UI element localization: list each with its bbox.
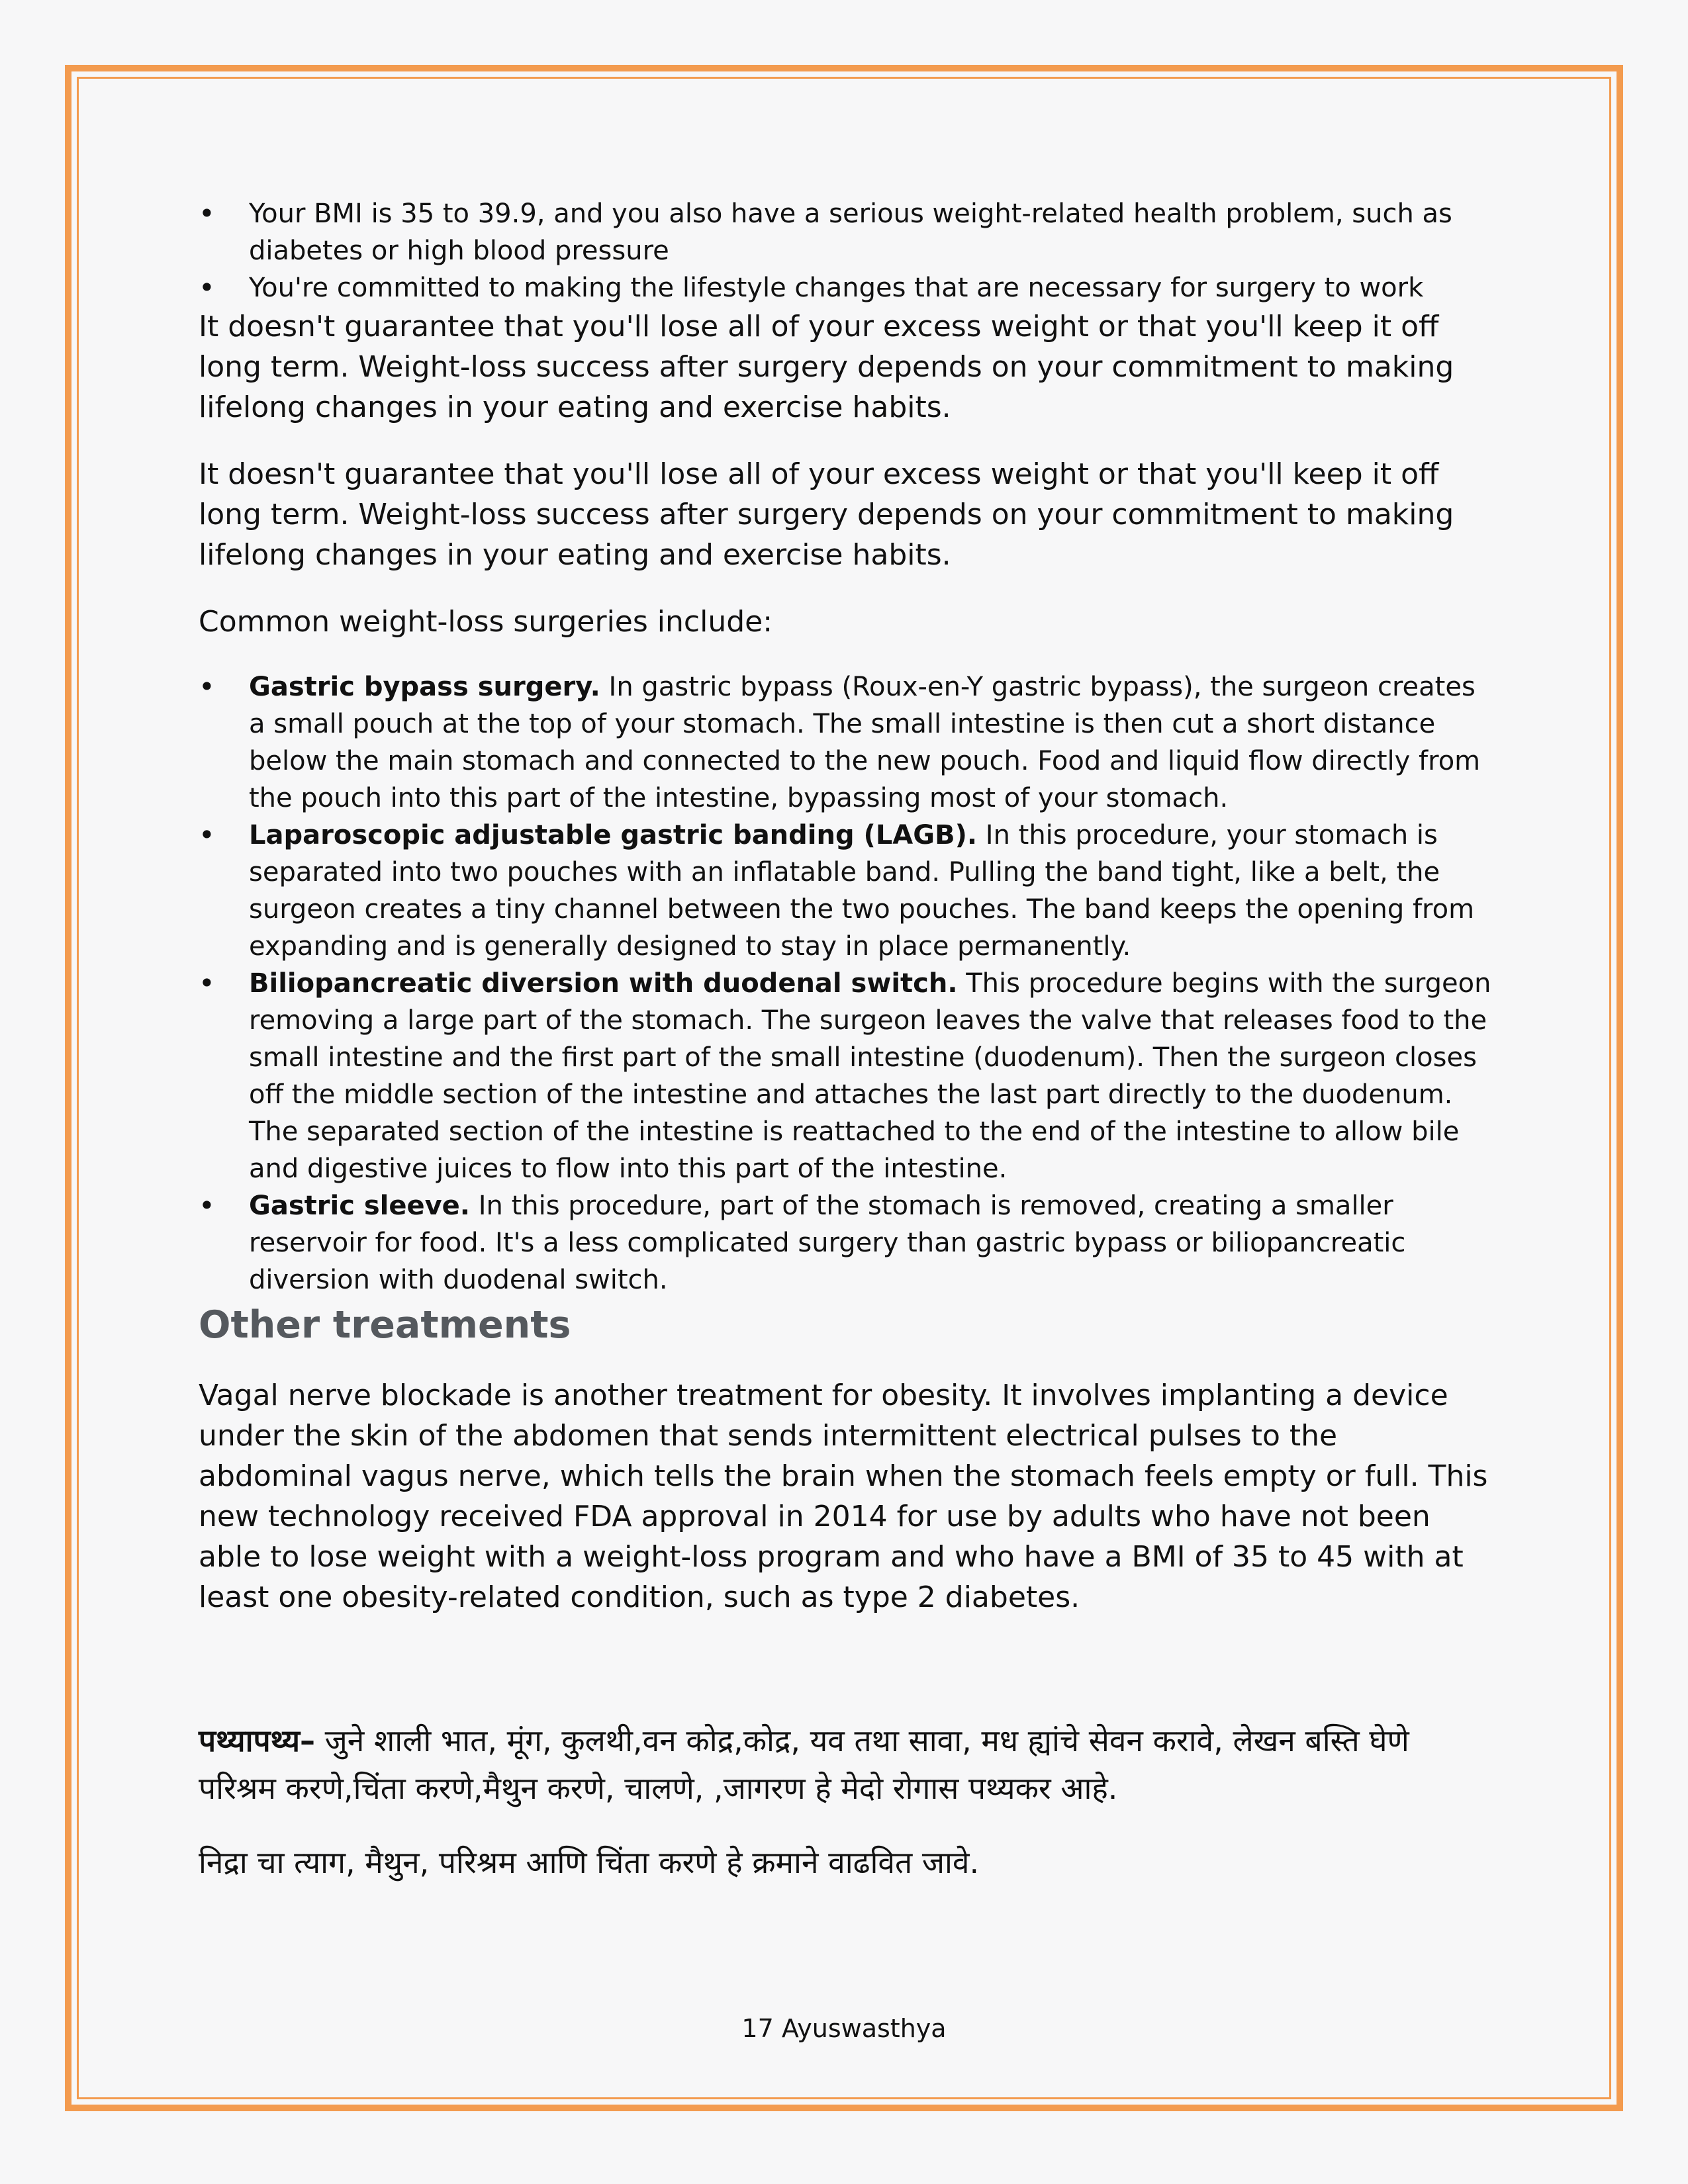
list-item: • Gastric sleeve. In this procedure, part of the stomach is removed, creating a smaller reservoir for food. It's a less complicated surgery than gastric bypass or biliopancreatic diversion with duodenal switch.	[199, 1187, 1496, 1298]
list-item: • Biliopancreatic diversion with duodenal switch. This procedure begins with the surgeon removing a large part of the stomach. The surgeon leaves the valve that releases food to the small intestine and the first part of the small intestine (duodenum). Then the surgeon closes off the middle section of the intestine and attaches the last part directly to the duodenum. The separated section of the intestine is reattached to the end of the intestine to allow bile and digestive juices to flow into this part of the intestine.	[199, 965, 1496, 1187]
surgeries-intro: Common weight-loss surgeries include:	[199, 605, 773, 639]
list-item: • Gastric bypass surgery. In gastric bypass (Roux-en-Y gastric bypass), the surgeon creates a small pouch at the top of your stomach. The small intestine is then cut a short distance below the main stomach and connected to the new pouch. Food and liquid flow directly from the pouch into this part of the intestine, bypassing most of your stomach.	[199, 668, 1496, 817]
section-heading-other-treatments: Other treatments	[199, 1303, 571, 1347]
surgeries-list	[199, 668, 1496, 1298]
list-item: • Your BMI is 35 to 39.9, and you also have a serious weight-related health problem, such as diabetes or high blood pressure	[199, 195, 1496, 269]
eligibility-list	[199, 195, 1496, 306]
surgery-title: Gastric sleeve.	[249, 1191, 471, 1221]
paragraph-pathya: पथ्यापथ्य– जुने शाली भात, मूंग, कुलथी,वन कोद्र,कोद्र, यव तथा सावा, मध ह्यांचे सेवन करावे, लेखन बस्ति घेणे परिश्रम करणे,चिंता करणे,मैथुन करणे, चालणे, ,जागरण हे मेदो रोगास पथ्यकर आहे.	[199, 1723, 1409, 1806]
page-content	[199, 195, 1496, 1886]
surgery-title: Biliopancreatic diversion with duodenal switch.	[249, 968, 958, 999]
surgery-title: Gastric bypass surgery.	[249, 672, 600, 702]
pathya-label: पथ्यापथ्य–	[199, 1723, 316, 1758]
list-item: • Laparoscopic adjustable gastric banding (LAGB). In this procedure, your stomach is separated into two pouches with an inflatable band. Pulling the band tight, like a belt, the surgeon creates a tiny channel between the two pouches. The band keeps the opening from expanding and is generally designed to stay in place permanently.	[199, 817, 1496, 965]
page-footer: 17 Ayuswasthya	[741, 2014, 947, 2043]
paragraph-guarantee-2: It doesn't guarantee that you'll lose all of your excess weight or that you'll keep it off long term. Weight-loss success after surgery depends on your commitment to making lifelong changes in your eating and exercise habits.	[199, 457, 1454, 572]
paragraph-guarantee-1: It doesn't guarantee that you'll lose all of your excess weight or that you'll keep it off long term. Weight-loss success after surgery depends on your commitment to making lifelong changes in your eating and exercise habits.	[199, 310, 1454, 424]
surgery-title: Laparoscopic adjustable gastric banding (LAGB).	[249, 820, 978, 850]
list-item: • You're committed to making the lifestyle changes that are necessary for surgery to work	[199, 269, 1496, 306]
paragraph-other-treatments: Vagal nerve blockade is another treatment for obesity. It involves implanting a device under the skin of the abdomen that sends intermittent electrical pulses to the abdominal vagus nerve, which tells the brain when the stomach feels empty or full. This new technology received FDA approval in 2014 for use by adults who have not been able to lose weight with a weight-loss program and who have a BMI of 35 to 45 with at least one obesity-related condition, such as type 2 diabetes.	[199, 1379, 1488, 1614]
paragraph-nidra: निद्रा चा त्याग, मैथुन, परिश्रम आणि चिंता करणे हे क्रमाने वाढवित जावे.	[199, 1844, 980, 1880]
